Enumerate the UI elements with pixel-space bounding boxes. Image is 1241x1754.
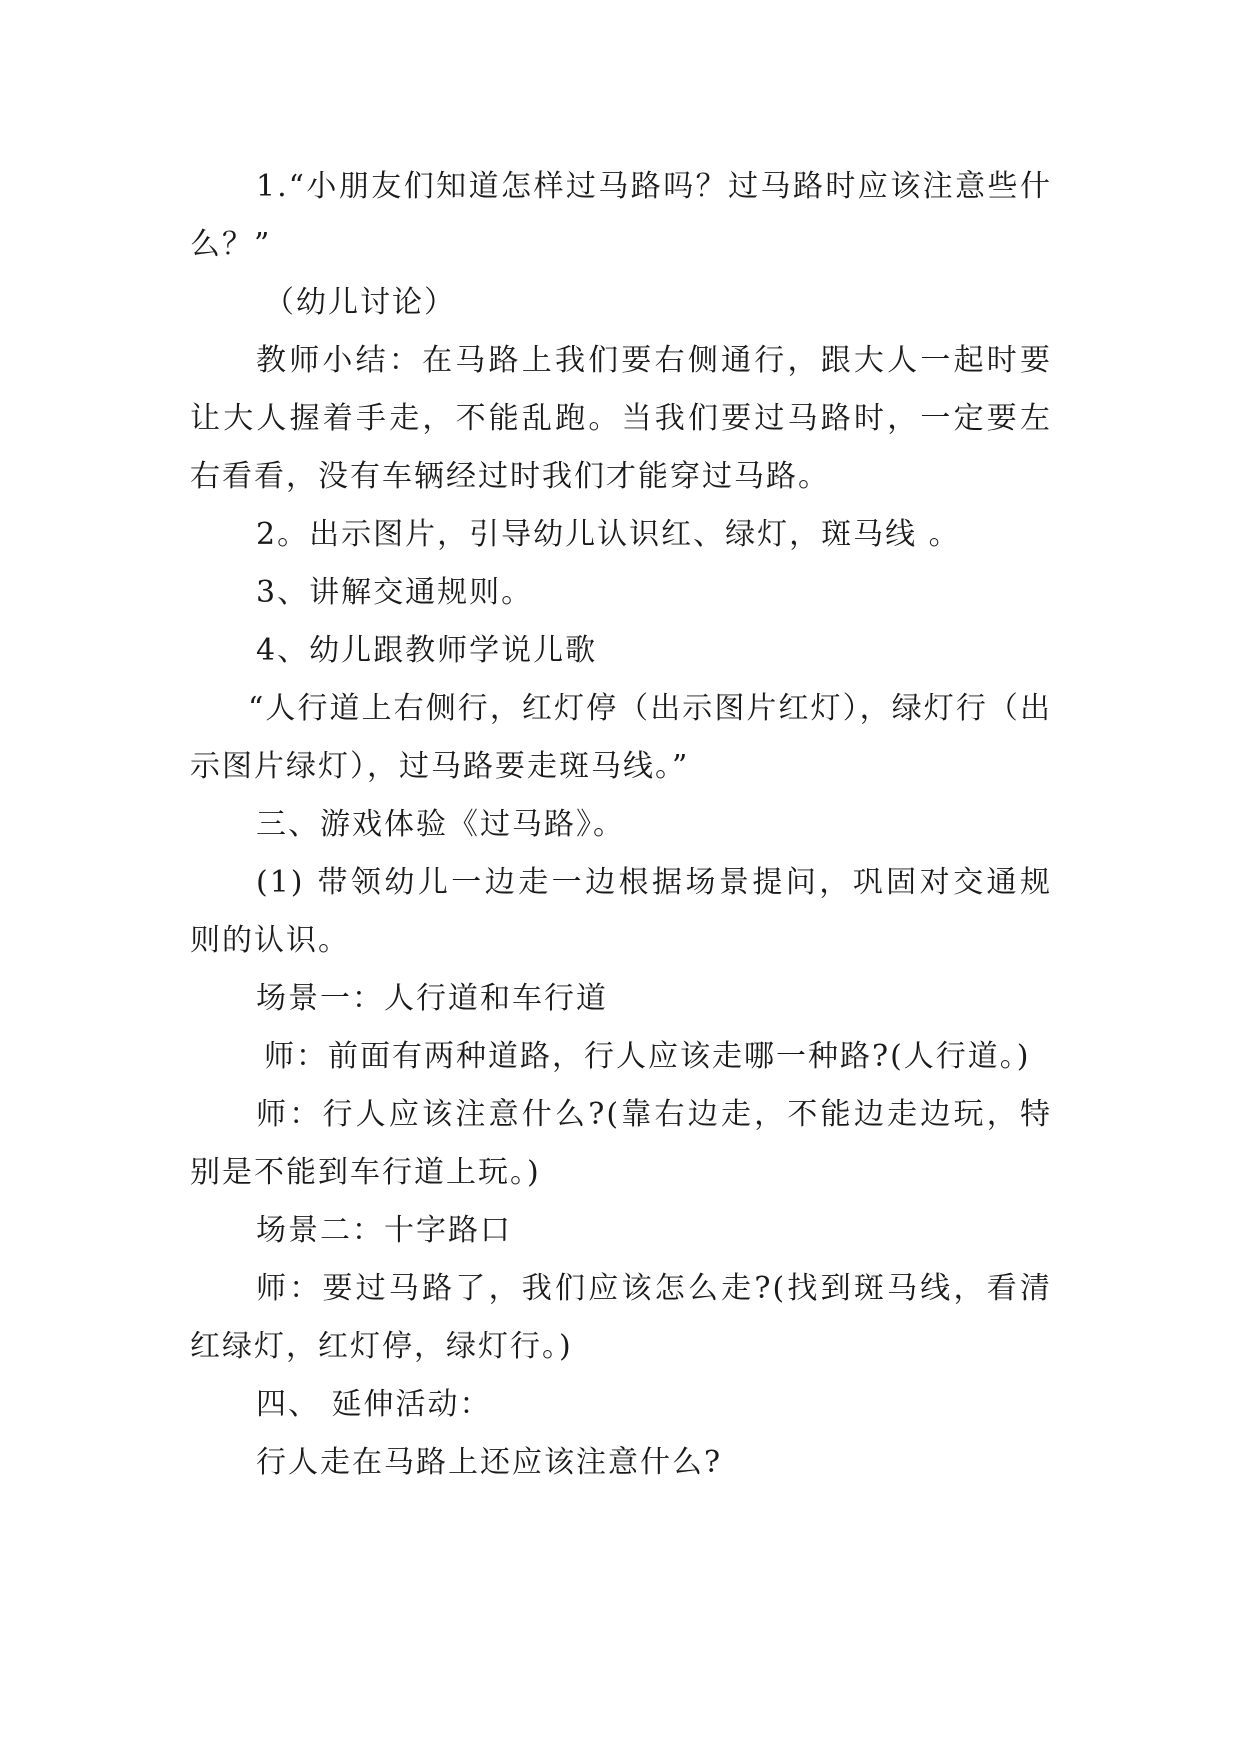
paragraph-game-step-1: (1) 带领幼儿一边走一边根据场景提问，巩固对交通规则的认识。 <box>190 865 1052 958</box>
paragraph-discussion: （幼儿讨论） <box>264 285 456 320</box>
paragraph-scene-1: 场景一：人行道和车行道 <box>256 981 608 1016</box>
document-body <box>190 158 1052 1492</box>
paragraph-scene-2: 场景二：十字路口 <box>256 1213 512 1248</box>
paragraph-step-2: 2。出示图片，引导幼儿认识红、绿灯，斑马线 。 <box>256 517 961 552</box>
paragraph-extension-question: 行人走在马路上还应该注意什么? <box>256 1445 723 1480</box>
paragraph-teacher-question-1: 师：前面有两种道路，行人应该走哪一种路?(人行道。) <box>264 1039 1031 1074</box>
paragraph-step-4: 4、幼儿跟教师学说儿歌 <box>256 633 598 668</box>
paragraph-step-3: 3、讲解交通规则。 <box>256 575 534 610</box>
paragraph-question-1: 1.“小朋友们知道怎样过马路吗？过马路时应该注意些什么？” <box>190 169 1052 262</box>
paragraph-teacher-question-3: 师：要过马路了，我们应该怎么走?(找到斑马线，看清红绿灯，红灯停，绿灯行。) <box>190 1271 1052 1364</box>
paragraph-nursery-rhyme: “人行道上右侧行，红灯停（出示图片红灯），绿灯行（出示图片绿灯），过马路要走斑马线。” <box>190 691 1052 784</box>
paragraph-teacher-summary: 教师小结：在马路上我们要右侧通行，跟大人一起时要让大人握着手走，不能乱跑。当我们要过马路时，一定要左右看看，没有车辆经过时我们才能穿过马路。 <box>190 343 1052 494</box>
paragraph-section-3-heading: 三、游戏体验《过马路》。 <box>256 807 625 842</box>
paragraph-teacher-question-2: 师：行人应该注意什么?(靠右边走，不能边走边玩，特别是不能到车行道上玩。) <box>190 1097 1052 1190</box>
paragraph-section-4-heading: 四、 延伸活动： <box>256 1387 492 1422</box>
